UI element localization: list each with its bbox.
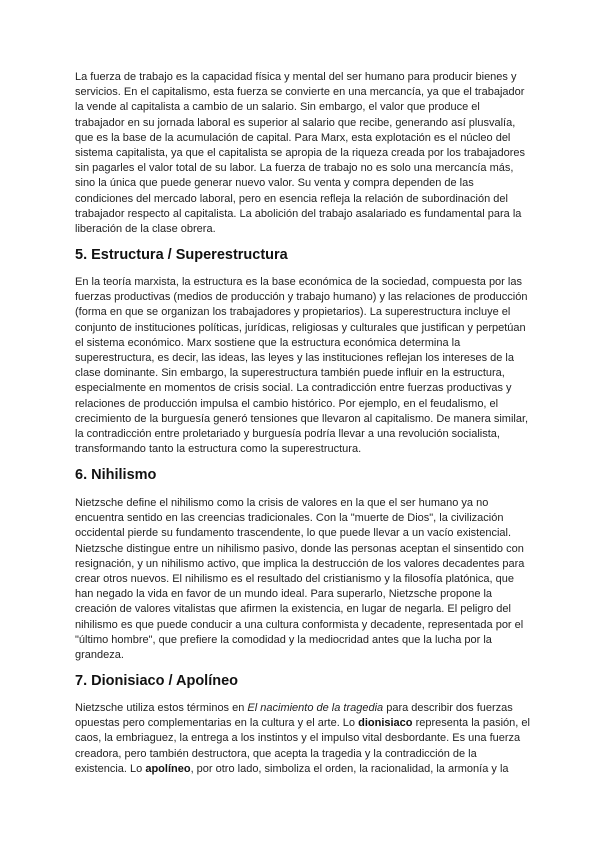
section-7-text-4: , por otro lado, simboliza el orden, la racionalidad, la armonía y la [190, 762, 509, 775]
section-7-heading: 7. Dionisiaco / Apolíneo [75, 673, 239, 689]
section-7-text-3: representa la pasión, el caos, la embriaguez, la entrega a los instintos y el impulso vital desbordante. Es una fuerza creadora, pero también destructora, que acepta la tragedia y la contradicción de la existencia. Lo [75, 717, 530, 775]
section-6-paragraph: Nietzsche define el nihilismo como la crisis de valores en la que el ser humano ya no encuentra sentido en las creencias tradicionales. Con la "muerte de Dios", la civilización occidental pierde su fundamento trascendente, lo que puede llevar a un vacío existencial. Nietzsche distingue entre un nihilismo pasivo, donde las personas aceptan el sinsentido con resignación, y un nihilismo activo, que implica la destrucción de los valores decadentes para crear otros nuevos. El nihilismo es el resultado del cristianismo y la filosofía platónica, que han negado la vida en favor de un mundo ideal. Para superarlo, Nietzsche propone la creación de valores vitalistas que afirmen la existencia, en lugar de negarla. El peligro del nihilismo es que puede conducir a una cultura conformista y decadente, representada por el "último hombre", que prefiere la comodidad y la mediocridad antes que la lucha por la grandeza. [75, 497, 525, 662]
term-apolineo: apolíneo [145, 762, 191, 775]
section-7-text-2: para describir dos fuerzas opuestas pero complementarias en la cultura y el arte. Lo [75, 702, 513, 730]
book-title: El nacimiento de la tragedia [247, 702, 384, 714]
section-6-heading: 6. Nihilismo [75, 467, 157, 483]
section-5-heading: 5. Estructura / Superestructura [75, 247, 288, 263]
term-dionisiaco: dionisiaco [358, 717, 413, 730]
intro-paragraph: La fuerza de trabajo es la capacidad física y mental del ser humano para producir bienes y servicios. En el capitalismo, esta fuerza se convierte en una mercancía, ya que el trabajador la vende al capitalista a cambio de un salario. Sin embargo, el valor que produce el trabajador en su jornada laboral es superior al salario que recibe, generando así plusvalía, que es la base de la acumulación de capital. Para Marx, esta explotación es el núcleo del sistema capitalista, ya que el capitalista se apropia de la riqueza creada por los trabajadores sin pagarles el valor total de su labor. La fuerza de trabajo no es solo una mercancía más, sino la única que puede generar nuevo valor. Su venta y compra dependen de las condiciones del mercado laboral, pero en esencia refleja la relación de subordinación del trabajador respecto al capitalista. La abolición del trabajo asalariado es fundamental para la liberación de la clase obrera. [75, 71, 526, 236]
section-7-text-1: Nietzsche utiliza estos términos en [75, 702, 248, 714]
section-5-paragraph: En la teoría marxista, la estructura es la base económica de la sociedad, compuesta por las fuerzas productivas (medios de producción y trabajo humano) y las relaciones de producción (forma en que se organizan los trabajadores y propietarios). La superestructura incluye el conjunto de instituciones políticas, jurídicas, religiosas y culturales que justifican y perpetúan el sistema económico. Marx sostiene que la estructura económica determina la superestructura, es decir, las ideas, las leyes y las instituciones reflejan los intereses de la clase dominante. Sin embargo, la superestructura también puede influir en la estructura, especialmente en momentos de crisis social. La contradicción entre fuerzas productivas y relaciones de producción impulsa el cambio histórico. Por ejemplo, en el feudalismo, el crecimiento de la burguesía generó tensiones que llevaron al capitalismo. De manera similar, la contradicción entre proletariado y burguesía podría llevar a una revolución socialista, transformando tanto la estructura como la superestructura. [75, 276, 529, 456]
section-7-paragraph [75, 701, 531, 777]
